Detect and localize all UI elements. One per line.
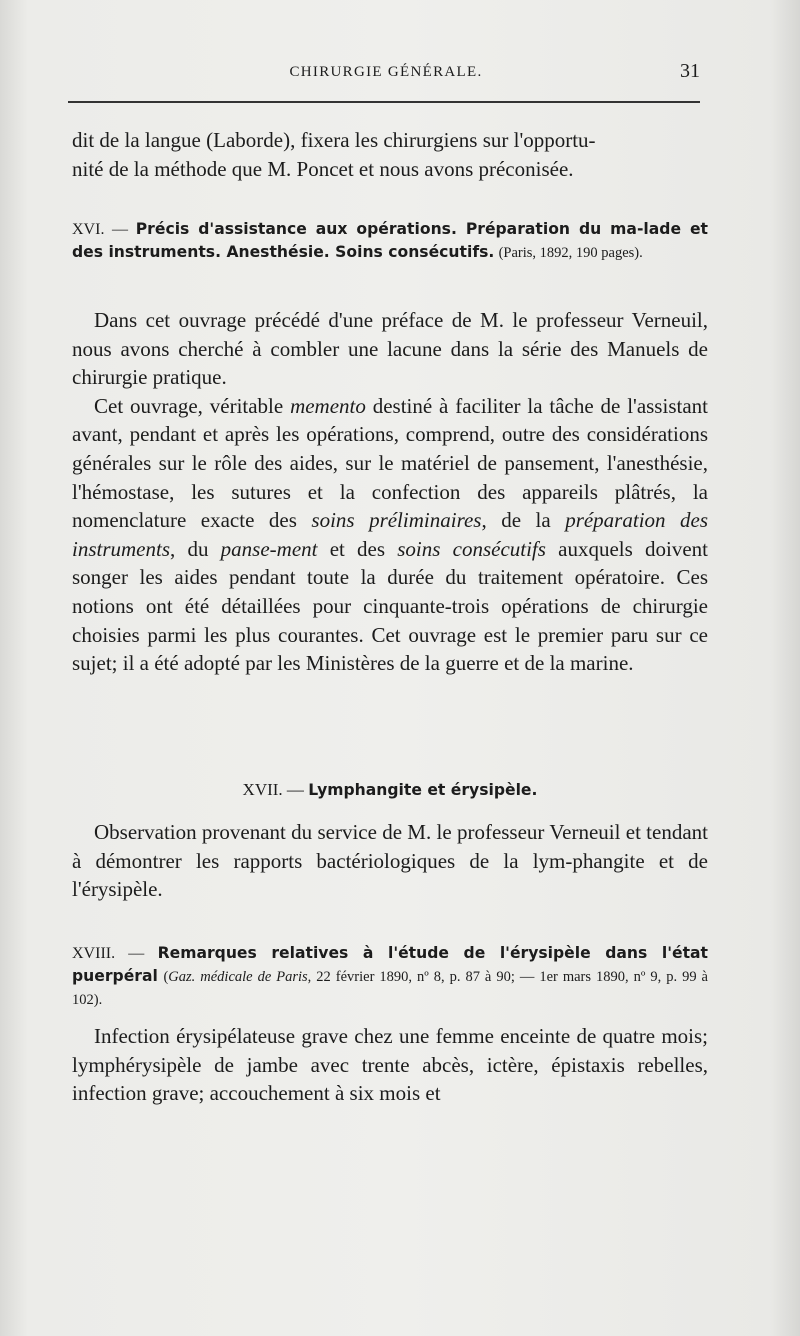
entry-title: Précis d'assistance aux opérations. Préparation du ma-lade et des instruments. Anesthésie. Soins consécutifs. (72, 220, 709, 261)
entry-number: XVIII. — (72, 945, 145, 962)
paragraph: Observation provenant du service de M. le professeur Verneuil et tendant à démontrer les rapports bactériologiques de la lym-phangite et de l'érysipèle. (72, 820, 708, 902)
entry-title: Remarques relatives à l'étude de l'érysipèle dans l'état puerpéral (72, 944, 709, 985)
entry-xviii-heading (72, 942, 708, 1011)
entry-xvii-heading (72, 780, 708, 800)
entry-title: Lymphangite et érysipèle. (308, 781, 538, 799)
entry-xvi-body (72, 306, 708, 678)
running-title: CHIRURGIE GÉNÉRALE. (289, 64, 483, 80)
entry-xviii-body (72, 1022, 708, 1108)
header-rule (68, 101, 700, 103)
entry-xvii-body (72, 818, 708, 904)
intro-line-2: nité de la méthode que M. Poncet et nous avons préconisée. (72, 156, 574, 181)
paragraph: Infection érysipélateuse grave chez une femme enceinte de quatre mois; lymphérysipèle de jambe avec trente abcès, ictère, épistaxis rebelles, infection grave; accouchement à six mois et (72, 1024, 708, 1106)
entry-xvi-heading (72, 218, 708, 264)
entry-number: XVII. — (242, 780, 304, 799)
entry-number: XVI. — (72, 221, 128, 238)
intro-line-1: dit de la langue (Laborde), fixera les chirurgiens sur l'opportu- (72, 128, 596, 152)
entry-reference: (Paris, 1892, 190 pages). (498, 245, 643, 261)
paragraph: Cet ouvrage, véritable memento destiné à faciliter la tâche de l'assistant avant, pendant et après les opérations, comprend, outre des considérations générales sur le rôle des aides, sur le matériel de pansement, l'anesthésie, l'hémostase, les sutures et la confection des appareils plâtrés, la nomenclature exacte des soins préliminaires, de la préparation des instruments, du panse-ment et des soins consécutifs auxquels doivent songer les aides pendant toute la durée du traitement opératoire. Ces notions ont été détaillées pour cinquante-trois opérations de chirurgie choisies parmi les plus courantes. Cet ouvrage est le premier paru sur ce sujet; il a été adopté par les Ministères de la guerre et de la marine. (72, 393, 709, 676)
intro-paragraph (72, 126, 708, 183)
page-number: 31 (680, 60, 700, 82)
entry-reference: (Gaz. médicale de Paris, 22 février 1890, nº 8, p. 87 à 90; — 1er mars 1890, nº 9, p. 99 à 102). (72, 969, 708, 1008)
paragraph: Dans cet ouvrage précédé d'une préface de M. le professeur Verneuil, nous avons cherché à combler une lacune dans la série des Manuels de chirurgie pratique. (72, 308, 708, 390)
running-header (72, 60, 700, 90)
